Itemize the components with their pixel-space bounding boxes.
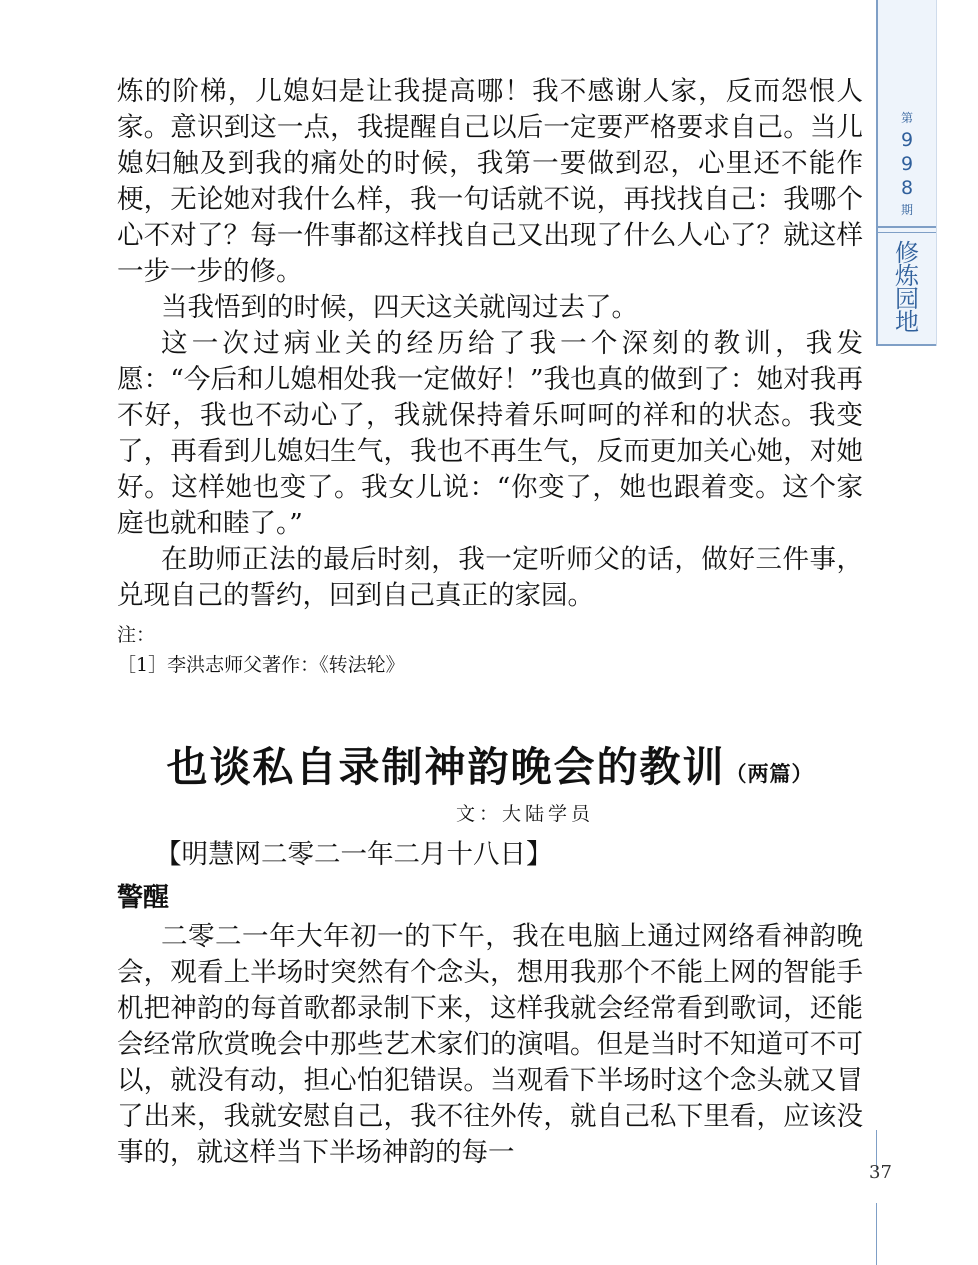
column-name <box>878 239 936 336</box>
column-char: 园 <box>895 285 919 313</box>
body-paragraph: 炼的阶梯，儿媳妇是让我提高哪！我不感谢人家，反而怨恨人家。意识到这一点，我提醒自己以后一定要严格要求自己。当儿媳妇触及到我的痛处的时候，我第一要做到忍，心里还不能作梗，无论她对我什么样，我一句话就不说，再找找自己：我哪个心不对了？每一件事都这样找自己又出现了什么人心了？就这样一步一步的修。 <box>117 76 863 287</box>
body-paragraph: 在助师正法的最后时刻，我一定听师父的话，做好三件事，兑现自己的誓约，回到自己真正的家园。 <box>117 544 863 611</box>
column-char: 修 <box>895 239 919 267</box>
body-paragraph: 这一次过病业关的经历给了我一个深刻的教训，我发愿：“今后和儿媳相处我一定做好！”我也真的做到了：她对我再不好，我也不动心了，我就保持着乐呵呵的祥和的状态。我变了，再看到儿媳妇生气，我也不再生气，反而更加关心她，对她好。这样她也变了。我女儿说：“你变了，她也跟着变。这个家庭也就和睦了。” <box>117 328 863 539</box>
issue-digit: 9 <box>900 129 914 151</box>
footnote: ［1］李洪志师父著作：《转法轮》 <box>117 654 405 676</box>
notes-label: 注： <box>117 624 156 646</box>
column-char: 地 <box>895 308 919 336</box>
article-title <box>117 742 863 799</box>
byline: 文：大陆学员 <box>455 803 594 825</box>
column-char: 炼 <box>895 262 919 290</box>
issue-suffix: 期 <box>900 203 913 217</box>
margin-rule <box>876 1203 877 1265</box>
dateline: 【明慧网二零二一年二月十八日】 <box>155 839 553 870</box>
body-paragraph: 当我悟到的时候，四天这关就闯过去了。 <box>161 292 638 323</box>
sidebar-tab <box>876 0 937 346</box>
section-heading: 警醒 <box>117 883 170 913</box>
article-title-suffix: （两篇） <box>725 762 814 786</box>
sidebar-divider <box>878 344 936 346</box>
issue-digit: 9 <box>900 153 914 175</box>
body-paragraph: 二零二一年大年初一的下午，我在电脑上通过网络看神韵晚会，观看上半场时突然有个念头，想用我那个不能上网的智能手机把神韵的每首歌都录制下来，这样我就会经常看到歌词，还能会经常欣赏晚会中那些艺术家们的演唱。但是当时不知道可不可以，就没有动，担心怕犯错误。当观看下半场时这个念头就又冒了出来，我就安慰自己，我不往外传，就自己私下里看，应该没事的，就这样当下半场神韵的每一 <box>117 921 863 1168</box>
page-content <box>117 74 863 1171</box>
sidebar-divider <box>878 226 936 228</box>
issue-prefix: 第 <box>900 111 913 125</box>
issue-number <box>878 108 936 220</box>
article-title-text: 也谈私自录制神韵晚会的教训 <box>166 743 726 791</box>
issue-digit: 8 <box>900 177 914 199</box>
page-number: 37 <box>869 1162 892 1183</box>
sidebar-divider <box>878 232 936 233</box>
